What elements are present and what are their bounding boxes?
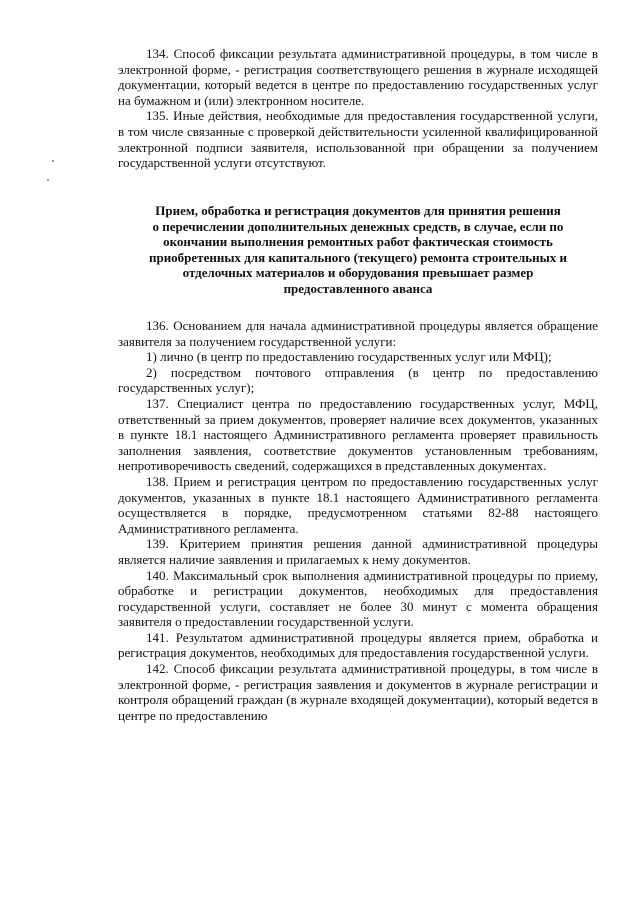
top-paragraphs <box>118 46 598 171</box>
heading-line: предоставленного аванса <box>283 280 433 296</box>
scan-speck <box>47 179 49 181</box>
paragraph-137: 137. Специалист центра по предоставлению государственных услуг, МФЦ, ответственный за прием документов, проверяет наличие всех документов, указанных в пункте 18.1 настоящего Административного регламента проверяет правильность заполнения заявления, соответствие документов установленным требованиям, непротиворечивость сведений, содержащихся в представленных документах. <box>118 395 598 474</box>
list-item-1: 1) лично (в центр по предоставлению государственных услуг или МФЦ); <box>146 349 552 365</box>
list-item-2: 2) посредством почтового отправления (в центр по предоставлению государственных услуг); <box>118 364 598 396</box>
paragraph-140: 140. Максимальный срок выполнения административной процедуры по приему, обработке и регистрации документов, необходимых для предоставления государственной услуги, составляет не более 30 минут с момента обращения заявителя о предоставлении государственной услуги. <box>118 567 598 630</box>
scan-speck <box>52 160 54 162</box>
heading-line: о перечислении дополнительных денежных средств, в случае, если по <box>152 218 564 234</box>
heading-line: отделочных материалов и оборудования превышает размер <box>182 265 534 281</box>
paragraph-136: 136. Основанием для начала административной процедуры является обращение заявителя за получением государственной услуги: <box>118 318 598 349</box>
paragraph-134: 134. Способ фиксации результата административной процедуры, в том числе в электронной форме, - регистрация соответствующего решения в журнале исходящей документации, который ведется в центре по предоставлению государственных услуг на бумажном и (или) электронном носителе. <box>118 46 598 108</box>
section-heading <box>118 203 598 297</box>
heading-line: Прием, обработка и регистрация документов для принятия решения <box>155 203 561 218</box>
heading-line: окончании выполнения ремонтных работ фактическая стоимость <box>163 234 553 250</box>
paragraph-135: 135. Иные действия, необходимые для предоставления государственной услуги, в том числе связанные с проверкой действительности усиленной квалифицированной электронной подписи заявителя, использованной при обращении за получением государственной услуги отсутствуют. <box>118 108 598 171</box>
body-paragraphs <box>118 318 598 723</box>
paragraph-141: 141. Результатом административной процедуры является прием, обработка и регистрация документов, необходимых для предоставления государственной услуги. <box>118 629 598 661</box>
paragraph-138: 138. Прием и регистрация центром по предоставлению государственных услуг документов, указанных в пункте 18.1 настоящего Административного регламента осуществляется в порядке, предусмотренном статьями 82-88 настоящего Административного регламента. <box>118 473 598 536</box>
heading-line: приобретенных для капитального (текущего) ремонта строительных и <box>148 249 568 265</box>
paragraph-139: 139. Критерием принятия решения данной административной процедуры является наличие заявления и прилагаемых к нему документов. <box>118 536 598 567</box>
paragraph-142: 142. Способ фиксации результата административной процедуры, в том числе в электронной форме, - регистрация заявления и документов в журнале регистрации и контроля обращений граждан (в журнале входящей документации), который ведется в центре по предоставлению <box>118 661 598 723</box>
